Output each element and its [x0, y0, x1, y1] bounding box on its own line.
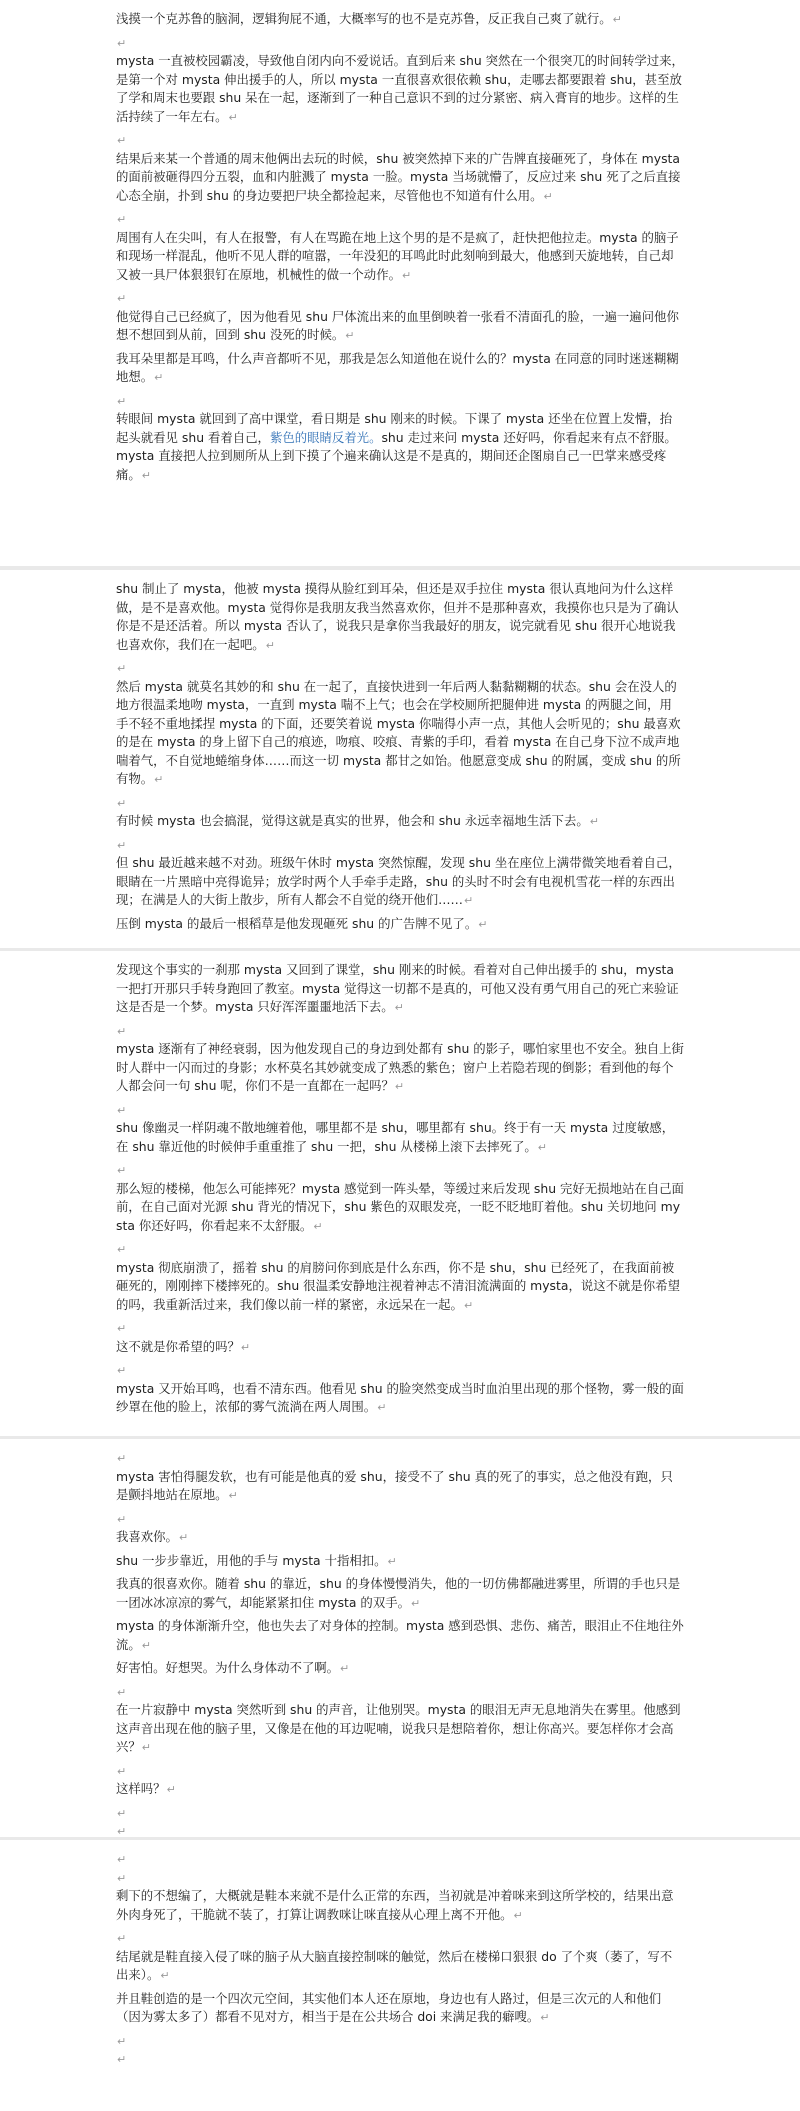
paragraph — [116, 52, 684, 127]
paragraph-text: mysta 的身体渐渐升空，他也失去了对身体的控制。mysta 感到恐惧、悲伤、痛苦，眼泪止不住地往外流。 — [116, 1618, 684, 1652]
paragraph-mark-icon: ↵ — [117, 1364, 127, 1377]
paragraph-mark-icon: ↵ — [117, 1853, 127, 1866]
paragraph-mark-icon: ↵ — [463, 1298, 474, 1312]
paragraph-text: shu 一步步靠近，用他的手与 mysta 十指相扣。 — [116, 1552, 387, 1568]
paragraph — [116, 915, 684, 935]
paragraph-text: 周围有人在尖叫，有人在报警，有人在骂跪在地上这个男的是不是疯了，赶快把他拉走。mysta 的脑子和现场一样混乱，他听不见人群的喧嚣，一年没犯的耳鸣此时此刻响到最大，他感到天旋地转，自己却又被一具尸体狠狠钉在原地，机械性的做一个动作。 — [116, 229, 679, 282]
empty-paragraph — [116, 1683, 684, 1702]
empty-paragraph — [116, 131, 684, 150]
document-page-5 — [0, 1840, 800, 2111]
empty-paragraph — [116, 392, 684, 411]
empty-paragraph — [116, 1022, 684, 1041]
paragraph — [116, 1887, 684, 1925]
paragraph-text-continued: 癖嗖。 — [502, 2009, 540, 2024]
paragraph-mark-icon: ↵ — [345, 329, 355, 342]
paragraph — [116, 1990, 684, 2028]
empty-paragraph — [116, 1822, 684, 1837]
paragraph-text: 结尾就是鞋直接入侵了咪的脑子从大脑直接控制咪的触觉，然后在楼梯口狠狠 do 了个爽（萎了，写不出来）。 — [116, 1948, 673, 1982]
empty-paragraph — [116, 1161, 684, 1180]
paragraph-mark-icon: ↵ — [166, 1783, 176, 1796]
paragraph-text: 并且鞋创造的是一个四次元空间，其实他们本人还在原地，身边也有人路过，但是三次元的人和他们（因为雾太多了）都看不见对方，相当于是在公共场合 doi 来满足我的 — [116, 1990, 662, 2024]
paragraph-mark-icon: ↵ — [117, 1164, 127, 1177]
empty-paragraph — [116, 1929, 684, 1948]
document-page-1 — [0, 0, 800, 566]
paragraph-mark-icon: ↵ — [117, 1825, 127, 1837]
paragraph-mark-icon: ↵ — [589, 815, 599, 828]
paragraph — [116, 1119, 684, 1157]
paragraph — [116, 1040, 684, 1097]
paragraph — [116, 961, 684, 1018]
paragraph-text: 然后 mysta 就莫名其妙的和 shu 在一起了，直接快进到一年后两人黏黏糊糊的状态。shu 会在没人的地方很温柔地吻 mysta，一直到 mysta 喘不上气；也会在学校厕所把腿伸进 mysta 的两腿之间，用手不轻不重地揉捏 mysta 的下面，还要笑着说 mysta 你喘得小声一点，其他人会听见的；shu 最喜欢的是在 mysta 的身上留下自己的痕迹，吻痕、咬痕、青紫的手印，看着 mysta 在自己身下泣不成声地喘着气，不自觉地蜷缩身体……而这一切 mysta 都甘之如饴。他愿意变成 shu 的附属，变成 shu 的所有物。 — [116, 678, 681, 786]
paragraph — [116, 678, 684, 790]
paragraph — [116, 1528, 684, 1548]
paragraph-mark-icon: ↵ — [117, 1452, 127, 1465]
paragraph-mark-icon: ↵ — [117, 796, 127, 810]
paragraph-text: 我喜欢你。 — [116, 1529, 178, 1544]
paragraph-mark-icon: ↵ — [141, 1741, 151, 1754]
paragraph-text: mysta 一直被校园霸凌，导致他自闭内向不爱说话。直到后来 shu 突然在一个很突兀的时间转学过来，是第一个对 mysta 伸出援手的人，所以 mysta 一直很喜欢很依赖 shu，走哪去都要跟着 shu，甚至放了学和周末也要跟 shu 呆在一起，逐渐到了一种自己意识不到的过分紧密、病入膏肓的地步。这样的生活持续了一年左右。 — [116, 53, 684, 124]
paragraph-mark-icon: ↵ — [478, 917, 488, 931]
paragraph-mark-icon: ↵ — [117, 2053, 127, 2066]
paragraph-mark-icon: ↵ — [387, 1554, 397, 1568]
empty-paragraph — [116, 1869, 684, 1888]
empty-paragraph — [116, 794, 684, 813]
paragraph-text: 剩下的不想编了，大概就是鞋本来就不是什么正常的东西，当初就是冲着咪来到这所学校的，结果出意外肉身死了，干脆就不装了，打算让调教咪让咪直接从心理上离不开他。 — [116, 1888, 674, 1922]
paragraph-mark-icon: ↵ — [141, 468, 151, 482]
paragraph-text: 好害怕。好想哭。为什么身体动不了啊。 — [116, 1660, 340, 1675]
paragraph-mark-icon: ↵ — [265, 638, 275, 652]
paragraph — [116, 812, 684, 832]
empty-paragraph — [116, 836, 684, 855]
paragraph-text: 这不就是你希望的吗？ — [116, 1338, 240, 1354]
paragraph-text: 我真的很喜欢你。随着 shu 的靠近，shu 的身体慢慢消失，他的一切仿佛都融进雾里，所谓的手也只是一团冰冰凉凉的雾气，却能紧紧扣住 mysta 的双手。 — [116, 1576, 681, 1610]
highlighted-text: 紫色的眼睛反着光。 — [269, 429, 382, 445]
paragraph-mark-icon: ↵ — [228, 1489, 238, 1502]
paragraph-mark-icon: ↵ — [117, 134, 127, 147]
paragraph — [116, 229, 684, 286]
paragraph — [116, 1617, 684, 1655]
paragraph-mark-icon: ↵ — [117, 1685, 127, 1699]
paragraph-mark-icon: ↵ — [612, 13, 622, 26]
paragraph — [116, 350, 684, 388]
paragraph-text: 发现这个事实的一刹那 mysta 又回到了课堂，shu 刚来的时候。看着对自己伸出援手的 shu，mysta 一把打开那只手转身跑回了教室。mysta 觉得这一切都不是真的，可他又没有勇气用自己的死亡来验证这是否是一个梦。mysta 只好浑浑噩噩地活下去。 — [116, 962, 679, 1014]
paragraph — [116, 1552, 684, 1572]
document-page-4 — [0, 1439, 800, 1837]
paragraph — [116, 580, 684, 655]
paragraph-mark-icon: ↵ — [154, 371, 164, 384]
paragraph — [116, 1338, 684, 1358]
paragraph-mark-icon: ↵ — [513, 1908, 523, 1922]
paragraph-mark-icon: ↵ — [228, 110, 238, 124]
empty-paragraph — [116, 210, 684, 229]
paragraph-mark-icon: ↵ — [394, 1001, 404, 1014]
paragraph — [116, 1259, 684, 1316]
paragraph-text: 浅摸一个克苏鲁的脑洞，逻辑狗屁不通，大概率写的也不是克苏鲁，反正我自己爽了就行。 — [116, 11, 612, 26]
paragraph-text: mysta 又开始耳鸣，也看不清东西。他看见 shu 的脸突然变成当时血泊里出现的那个怪物，雾一般的面纱罩在他的脸上，浓郁的雾气流淌在两人周围。 — [116, 1380, 684, 1414]
paragraph-mark-icon: ↵ — [117, 838, 127, 852]
paragraph — [116, 1701, 684, 1758]
paragraph-mark-icon: ↵ — [117, 213, 127, 226]
paragraph-mark-icon: ↵ — [117, 1024, 127, 1038]
paragraph-mark-icon: ↵ — [117, 1103, 127, 1117]
paragraph-text-continued: shu 走过来问 mysta 还好吗，你看起来有点不舒服。mysta 直接把人拉到厕所从上到下摸了个遍来确认这是不是真的，期间还企图扇自己一巴掌来感受疼痛。 — [116, 429, 677, 482]
empty-paragraph — [116, 289, 684, 308]
empty-paragraph — [116, 1510, 684, 1529]
paragraph — [116, 150, 684, 207]
paragraph-mark-icon: ↵ — [160, 1969, 170, 1982]
empty-paragraph — [116, 659, 684, 678]
paragraph-mark-icon: ↵ — [117, 1322, 127, 1335]
paragraph-mark-icon: ↵ — [394, 1080, 405, 1093]
paragraph-mark-icon: ↵ — [537, 1140, 547, 1154]
paragraph — [116, 1948, 684, 1986]
empty-paragraph — [116, 1361, 684, 1380]
paragraph-mark-icon: ↵ — [377, 1401, 387, 1414]
paragraph — [116, 1659, 684, 1679]
paragraph — [116, 1380, 684, 1418]
empty-paragraph — [116, 1850, 684, 1869]
paragraph-mark-icon: ↵ — [117, 292, 127, 305]
paragraph-mark-icon: ↵ — [117, 36, 127, 50]
paragraph-text: 转眼间 mysta 就回到了高中课堂，看日期是 shu 刚来的时候。下课了 mysta 还坐在位置上发懵，抬起头就看见 shu 看着自己， — [116, 411, 673, 445]
paragraph-mark-icon: ↵ — [117, 1764, 127, 1778]
document-page-2 — [0, 570, 800, 948]
paragraph-text: 这样吗？ — [116, 1781, 166, 1796]
empty-paragraph — [116, 2050, 684, 2069]
paragraph-mark-icon: ↵ — [117, 662, 127, 675]
paragraph-mark-icon: ↵ — [117, 1932, 127, 1945]
empty-paragraph — [116, 1101, 684, 1120]
paragraph-mark-icon: ↵ — [178, 1531, 189, 1544]
paragraph — [116, 10, 684, 30]
paragraph-mark-icon: ↵ — [543, 189, 553, 203]
paragraph — [116, 1575, 684, 1613]
paragraph-mark-icon: ↵ — [117, 394, 127, 408]
paragraph-text: 结果后来某一个普通的周末他俩出去玩的时候，shu 被突然掉下来的广告牌直接砸死了，身体在 mysta 的面前被砸得四分五裂，血和内脏溅了 mysta 一脸。mysta 当场就懵了，反应过来 shu 死了之后直接心态全崩，扑到 shu 的身边要把尸块全都捡起来，尽管他也不知道有什么用。 — [116, 150, 681, 203]
paragraph — [116, 410, 684, 485]
paragraph-text: 在一片寂静中 mysta 突然听到 shu 的声音，让他别哭。mysta 的眼泪无声无息地消失在雾里。他感到这声音出现在他的脑子里，又像是在他的耳边呢喃，说我只是想陪着你，想让你高兴。要怎样你才会高兴？ — [116, 1702, 681, 1754]
paragraph — [116, 308, 684, 346]
empty-paragraph — [116, 1804, 684, 1823]
paragraph-text: mysta 害怕得腿发软，也有可能是他真的爱 shu，接受不了 shu 真的死了的事实，总之他没有跑，只是颤抖地站在原地。 — [116, 1468, 673, 1502]
paragraph-text: 那么短的楼梯，他怎么可能摔死？mysta 感觉到一阵头晕，等缓过来后发现 shu 完好无损地站在自己面前，在自己面对光源 shu 背光的情况下，shu 紫色的双眼发亮，一眨不眨地盯着他。shu 关切地问 mysta 你还好吗，你看起来不太舒服。 — [116, 1180, 684, 1233]
paragraph-text: 他觉得自己已经疯了，因为他看见 shu 尸体流出来的血里倒映着一张看不清面孔的脸，一遍一遍问他你想不想回到从前，回到 shu 没死的时候。 — [116, 308, 679, 342]
paragraph-mark-icon: ↵ — [540, 2011, 550, 2024]
paragraph-text: 我耳朵里都是耳鸣，什么声音都听不见，那我是怎么知道他在说什么的？mysta 在同意的同时迷迷糊糊地想。 — [116, 350, 679, 384]
paragraph-mark-icon: ↵ — [340, 1662, 350, 1675]
paragraph-text: 压倒 mysta 的最后一根稻草是他发现砸死 shu 的广告牌不见了。 — [116, 915, 478, 931]
paragraph-mark-icon: ↵ — [117, 1871, 127, 1885]
empty-paragraph — [116, 1449, 684, 1468]
paragraph-text: shu 像幽灵一样阴魂不散地缠着他，哪里都不是 shu，哪里都有 shu。终于有一天 mysta 过度敏感，在 shu 靠近他的时候伸手重重推了 shu 一把，shu 从楼梯上滚下去摔死了。 — [116, 1120, 675, 1154]
empty-paragraph — [116, 1240, 684, 1259]
paragraph-text: mysta 逐渐有了神经衰弱，因为他发现自己的身边到处都有 shu 的影子，哪怕家里也不安全。独自上街时人群中一闪而过的身影；水杯莫名其妙就变成了熟悉的紫色；窗户上若隐若现的倒影；看到他的每个人都会问一句 shu 呢，你们不是一直都在一起吗？ — [116, 1041, 684, 1093]
paragraph-mark-icon: ↵ — [463, 894, 474, 907]
paragraph-text: 有时候 mysta 也会搞混，觉得这就是真实的世界，他会和 shu 永远幸福地生活下去。 — [116, 813, 589, 828]
empty-paragraph — [116, 34, 684, 53]
empty-paragraph — [116, 2032, 684, 2051]
paragraph-text: shu 制止了 mysta，他被 mysta 摸得从脸红到耳朵，但还是双手拉住 mysta 很认真地问为什么这样做，是不是喜欢他。mysta 觉得你是我朋友我当然喜欢你，但并不是那种喜欢，我摸你也只是为了确认你是不是还活着。所以 mysta 否认了，说我只是拿你当我最好的朋友，说完就看见 shu 很开心地说我也喜欢你，我们在一起吧。 — [116, 581, 679, 652]
paragraph-text: mysta 彻底崩溃了，摇着 shu 的肩膀问你到底是什么东西，你不是 shu，shu 已经死了，在我面前被砸死的，刚刚摔下楼摔死的。shu 很温柔安静地注视着神志不清泪流满面的 mysta，说这不就是你希望的吗，我重新活过来，我们像以前一样的紧密，永远呆在一起。 — [116, 1259, 680, 1312]
paragraph-mark-icon: ↵ — [117, 1806, 127, 1820]
paragraph-mark-icon: ↵ — [117, 2034, 127, 2048]
paragraph-mark-icon: ↵ — [117, 1512, 127, 1526]
paragraph-mark-icon: ↵ — [117, 1243, 127, 1256]
empty-paragraph — [116, 1319, 684, 1338]
paragraph-mark-icon: ↵ — [141, 1638, 151, 1652]
paragraph-mark-icon: ↵ — [411, 1596, 421, 1610]
paragraph-mark-icon: ↵ — [313, 1219, 323, 1233]
paragraph — [116, 1180, 684, 1237]
paragraph-text: 但 shu 最近越来越不对劲。班级午休时 mysta 突然惊醒，发现 shu 坐在座位上满带微笑地看着自己，眼睛在一片黑暗中亮得诡异；放学时两个人手牵手走路，shu 的头时不时会有电视机雪花一样的东西出现；在满是人的大街上散步，所有人都会不自觉的绕开他们…… — [116, 855, 681, 907]
paragraph-mark-icon: ↵ — [240, 1340, 251, 1354]
paragraph — [116, 1780, 684, 1800]
paragraph-mark-icon: ↵ — [154, 773, 164, 786]
paragraph-mark-icon: ↵ — [401, 268, 412, 282]
empty-paragraph — [116, 1762, 684, 1781]
document-page-3 — [0, 951, 800, 1436]
paragraph — [116, 1468, 684, 1506]
paragraph — [116, 854, 684, 911]
